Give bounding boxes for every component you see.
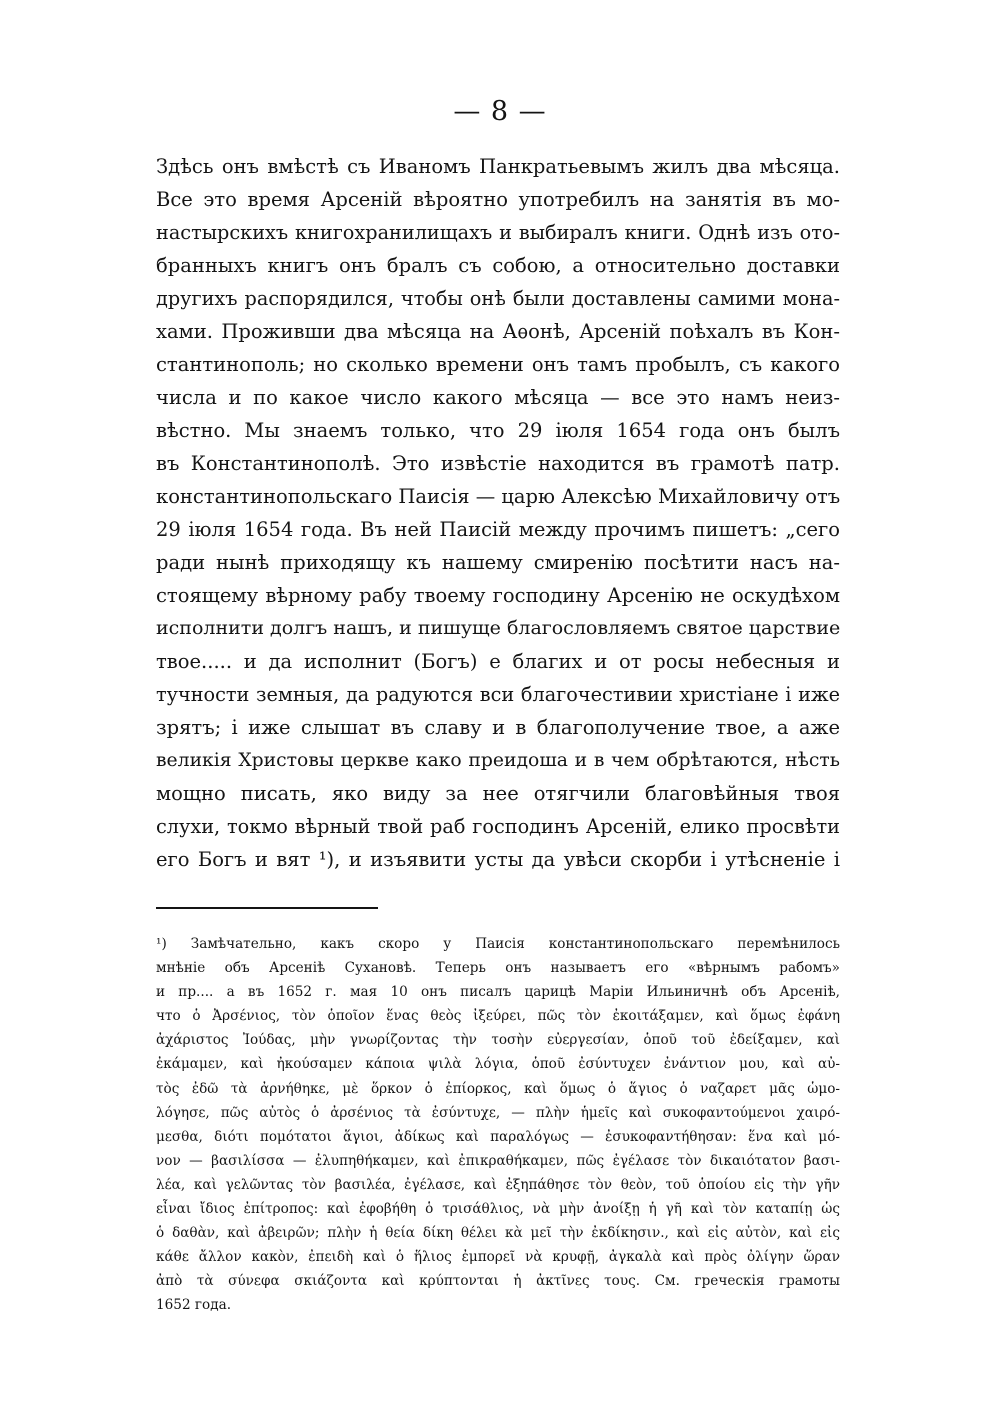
footnote-line: ἀχάριστος Ἰούδας, μὴν γνωρίζοντας τὴν τοσὴν εὐεργεσίαν, ὁποῦ τοῦ ἐδείξαμεν, καὶ	[156, 1032, 840, 1049]
text-line: ради нынѣ приходящу къ нашему смиренію посѣтити насъ на-	[156, 551, 840, 574]
footnote-line: λέα, καὶ γελῶντας τὸν βασιλέα, ἐγέλασε, καὶ ἐξηπάθησε τὸν θεὸν, τοῦ ὁποίου εἰς τὴν γῆν	[156, 1176, 840, 1193]
text-line: другихъ распорядился, чтобы онѣ были доставлены самими мона-	[156, 287, 840, 310]
text-line: настырскихъ книгохранилищахъ и выбиралъ книги. Однѣ изъ ото-	[156, 221, 840, 244]
footnote-line: τὸς ἐδῶ τὰ ἀρνήθηκε, μὲ ὅρκον ὁ ἐπίορκος, καὶ ὅμως ὁ ἅγιος ὁ ναζαρετ μᾶς ὡμο-	[156, 1080, 840, 1097]
footnote-line: что ὁ Ἀρσένιος, τὸν ὁποῖον ἕνας θεὸς ἰξεύρει, πῶς τὸν ἐκοιτάξαμεν, καὶ ὅμως ἐφάνη	[156, 1008, 840, 1025]
text-line: его Богъ и вят ¹), и изъявити усты да увѣси скорби і утѣсненіе і	[156, 848, 840, 871]
text-line: константинопольскаго Паисія — царю Алексѣю Михайловичу отъ	[156, 485, 841, 508]
footnote-line: ἐκάμαμεν, καὶ ἠκούσαμεν κάποια ψιλὰ λόγια, ὁποῦ ἐσύντυχεν ἐνάντιον μου, καὶ αὐ-	[156, 1056, 840, 1073]
footnote-line: μεσθα, διότι πομότατοι ἅγιοι, ἀδίκως καὶ παραλόγως — ἐσυκοφαντήθησαν: ἕνα καὶ μό-	[156, 1128, 840, 1145]
text-line: 29 іюля 1654 года. Въ ней Паисій между прочимъ пишетъ: „сего	[156, 518, 840, 541]
text-line: стоящему вѣрному рабу твоему господину Арсенію не оскудѣхом	[156, 584, 840, 607]
footnote-line: ἀπὸ τὰ σύνεφα σκιάζοντα καὶ κρύπτονται ἡ ἀκτῖνες τους. См. греческія грамоты	[156, 1273, 840, 1290]
text-line: великiя Христовы церкве како преидоша и в чем обрѣтаются, нѣсть	[156, 750, 840, 771]
text-line: числа и по какое число какого мѣсяца — все это намъ неиз-	[156, 386, 840, 409]
footnote-line: κάθε ἄλλον κακὸν, ἐπειδὴ καὶ ὁ ἥλιος ἐμπορεῖ νὰ κρυφῇ, ἀγκαλὰ καὶ πρὸς ὀλίγην ὥραν	[156, 1249, 840, 1266]
footnote-line: εἶναι ἴδιος ἐπίτροπος: καὶ ἐφοβήθη ὁ τρισάθλιος, νὰ μὴν ἀνοίξῃ ἡ γῆ καὶ τὸν καταπίῃ ὡς	[156, 1201, 840, 1218]
footnote-line: ¹) Замѣчательно, какъ скоро у Паисія константинопольскаго перемѣнилось	[156, 936, 840, 952]
text-line: стантинополь; но сколько времени онъ тамъ пробылъ, съ какого	[156, 353, 840, 376]
text-line: твое..... и да исполнит (Богъ) е благих и от росы небесныя и	[156, 650, 840, 673]
footnote	[156, 932, 840, 1318]
text-line: Все это время Арсеній вѣроятно употребилъ на занятія въ мо-	[156, 188, 840, 211]
footnote-line: и пр.... а въ 1652 г. мая 10 онъ писалъ царицѣ Маріи Ильиничнѣ объ Арсеніѣ,	[156, 984, 840, 1001]
footnote-line: νον — βασιλίσσα — ἐλυπηθήκαμεν, καὶ ἐπικραθήκαμεν, πῶς ἐγέλασε τὸν δικαιότατον βασι-	[156, 1152, 840, 1169]
footnote-separator	[156, 907, 378, 909]
text-line: исполнити долгъ нашъ, и пишуще благословляемъ святое царствие	[156, 617, 841, 639]
footnote-line: 1652 года.	[156, 1297, 232, 1314]
page-number: — 8 —	[453, 96, 547, 127]
text-line: въ Константинополѣ. Это извѣстіе находится въ грамотѣ патр.	[156, 452, 840, 475]
text-line: Здѣсь онъ вмѣстѣ съ Иваномъ Панкратьевымъ жилъ два мѣсяца.	[156, 155, 840, 178]
text-line: тучности земныя, да радуются вси благочестивии христiане і иже	[156, 683, 840, 706]
text-line: слухи, токмо вѣрный твой раб господинъ Арсеній, елико просвѣти	[156, 815, 840, 838]
text-line: зрятъ; і иже слышат въ славу и в благополучение твое, а аже	[156, 716, 840, 739]
footnote-line: λόγησε, πῶς αὐτὸς ὁ ἀρσένιος τὰ ἐσύντυχε, — πλὴν ἡμεῖς καὶ συκοφαντούμενοι χαιρό-	[156, 1104, 840, 1121]
footnote-line: ὁ δαθὰν, καὶ ἀβειρῶν; πλὴν ἡ θεία δίκη θέλει κὰ μεῖ τὴν ἐκδίκησιν., καὶ εἰς αὐτὸν, καὶ εἰς	[156, 1225, 840, 1242]
text-line: бранныхъ книгъ онъ бралъ съ собою, а относительно доставки	[156, 254, 840, 277]
text-line: вѣстно. Мы знаемъ только, что 29 іюля 1654 года онъ былъ	[156, 419, 840, 442]
footnote-line: мнѣніе объ Арсеніѣ Сухановѣ. Теперь онъ называетъ его «вѣрнымъ рабомъ»	[156, 960, 840, 977]
main-text	[156, 150, 840, 876]
text-line: хами. Проживши два мѣсяца на Аѳонѣ, Арсеній поѣхалъ въ Кон-	[156, 320, 840, 343]
text-line: мощно писать, яко виду за нее отягчили благовѣйныя твоя	[156, 782, 840, 805]
